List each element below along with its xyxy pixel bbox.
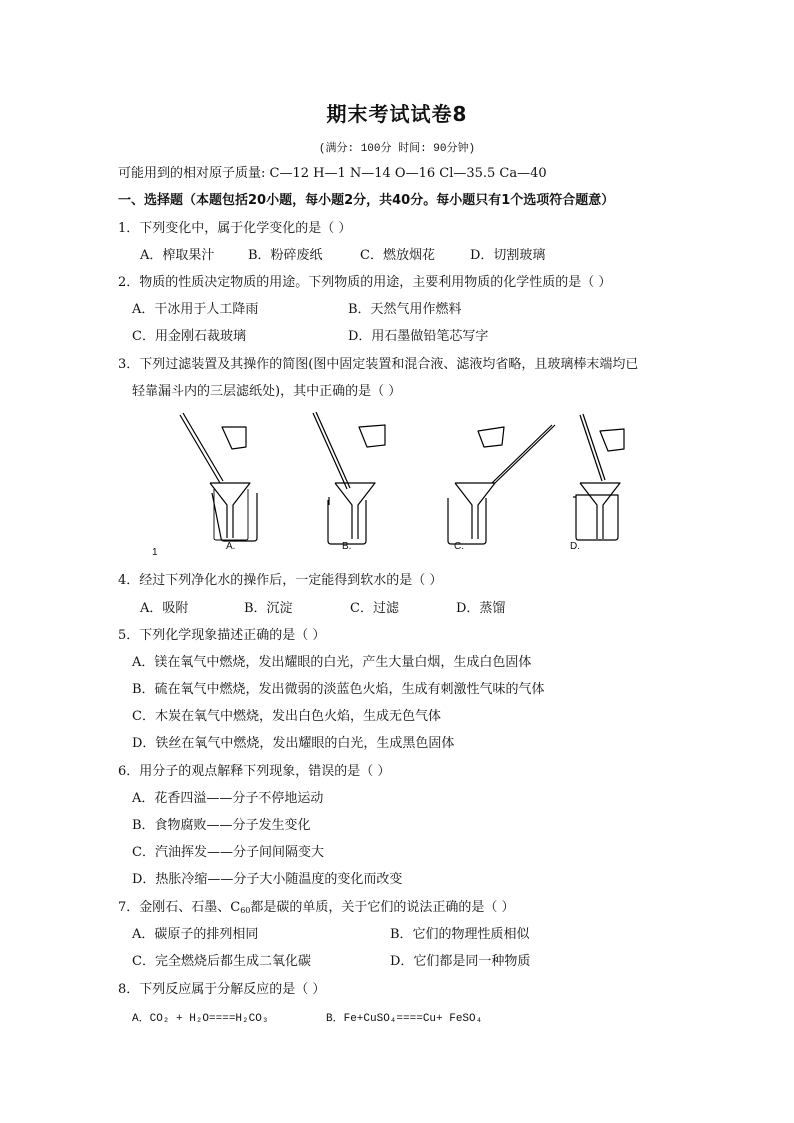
question-5-option-c: C．木炭在氧气中燃烧，发出白色火焰，生成无色气体 (132, 709, 441, 724)
option-b: B．沉淀 (244, 601, 293, 616)
q7-stem-sub: 60 (240, 906, 251, 915)
question-3-stem-line2: 轻靠漏斗内的三层滤纸处)，其中正确的是（ ） (132, 384, 402, 399)
page-title: 期末考试试卷8 (326, 102, 468, 126)
question-6-stem: 6．用分子的观点解释下列现象，错误的是（ ） (118, 764, 391, 779)
question-5-option-d: D．铁丝在氧气中燃烧，发出耀眼的白光，生成黑色固体 (132, 736, 455, 751)
question-5-option-a: A．镁在氧气中燃烧，发出耀眼的白光，产生大量白烟，生成白色固体 (132, 655, 532, 670)
question-5-stem: 5．下列化学现象描述正确的是（ ） (118, 628, 326, 643)
option-b: B．Fe+CuSO₄====Cu+ FeSO₄ (326, 1013, 483, 1025)
question-6-option-b: B．食物腐败——分子发生变化 (132, 818, 311, 833)
question-6-option-a: A．花香四溢——分子不停地运动 (132, 791, 324, 806)
apparatus-d (573, 414, 624, 540)
question-8-stem: 8．下列反应属于分解反应的是（ ） (118, 982, 326, 997)
question-6-option-c: C．汽油挥发——分子间间隔变大 (132, 845, 324, 860)
option-d: D．蒸馏 (456, 601, 506, 616)
apparatus-b (313, 412, 385, 544)
section-heading: 一、选择题（本题包括20小题，每小题2分，共40分。每小题只有1个选项符合题意） (118, 193, 615, 208)
question-7-stem (118, 900, 515, 916)
question-4-options (140, 601, 505, 617)
option-d: D．它们都是同一种物质 (390, 954, 531, 969)
question-2-stem: 2．物质的性质决定物质的用途。下列物质的用途，主要利用物质的化学性质的是（ ） (118, 275, 612, 290)
option-a: A．干冰用于人工降雨 (132, 302, 259, 317)
option-a: A．CO₂ + H₂O====H₂CO₃ (132, 1013, 269, 1025)
filtration-figure (140, 405, 660, 565)
question-1-stem: 1．下列变化中，属于化学变化的是（ ） (118, 221, 352, 236)
question-2-options-row2 (132, 329, 488, 345)
option-a: A．吸附 (140, 601, 189, 616)
question-7-options-row2 (132, 954, 530, 970)
label-b: B. (342, 541, 352, 552)
option-d: D．用石墨做铅笔芯写字 (348, 329, 489, 344)
question-4-stem: 4．经过下列净化水的操作后，一定能得到软水的是（ ） (118, 573, 443, 588)
exam-info: (满分: 100分 时间: 90分钟) (318, 143, 476, 155)
q7-stem-pre: 7．金刚石、石墨、C (118, 900, 241, 915)
atomic-masses: 可能用到的相对原子质量: C—12 H—1 N—14 O—16 Cl—35.5 Ca—40 (118, 166, 547, 181)
option-a: A．碳原子的排列相同 (132, 927, 259, 942)
option-a: A．榨取果汁 (140, 248, 215, 263)
question-1-options (140, 248, 545, 264)
label-d: D. (570, 541, 580, 552)
filtration-diagram (140, 405, 660, 565)
label-c: C. (454, 541, 464, 552)
figure-number: 1 (152, 547, 158, 558)
question-7-options-row1 (132, 927, 530, 943)
option-b: B．天然气用作燃料 (348, 302, 462, 317)
option-c: C．燃放烟花 (360, 248, 435, 263)
label-a: A. (226, 541, 236, 552)
option-c: C．完全燃烧后都生成二氧化碳 (132, 954, 311, 969)
question-5-option-b: B．硫在氧气中燃烧，发出微弱的淡蓝色火焰，生成有刺激性气味的气体 (132, 682, 545, 697)
question-8-options (132, 1011, 482, 1027)
question-3-stem-line1: 3．下列过滤装置及其操作的简图(图中固定装置和混合液、滤液均省略，且玻璃棒末端均已 (118, 357, 639, 372)
question-6-option-d: D．热胀冷缩——分子大小随温度的变化而改变 (132, 872, 403, 887)
option-d: D．切割玻璃 (470, 248, 546, 263)
option-b: B．它们的物理性质相似 (390, 927, 530, 942)
option-c: C．过滤 (350, 601, 399, 616)
apparatus-a (180, 413, 257, 541)
option-b: B．粉碎废纸 (248, 248, 323, 263)
question-2-options-row1 (132, 302, 462, 318)
q7-stem-post: 都是碳的单质，关于它们的说法正确的是（ ） (250, 900, 515, 915)
option-c: C．用金刚石裁玻璃 (132, 329, 246, 344)
apparatus-c (448, 425, 555, 544)
